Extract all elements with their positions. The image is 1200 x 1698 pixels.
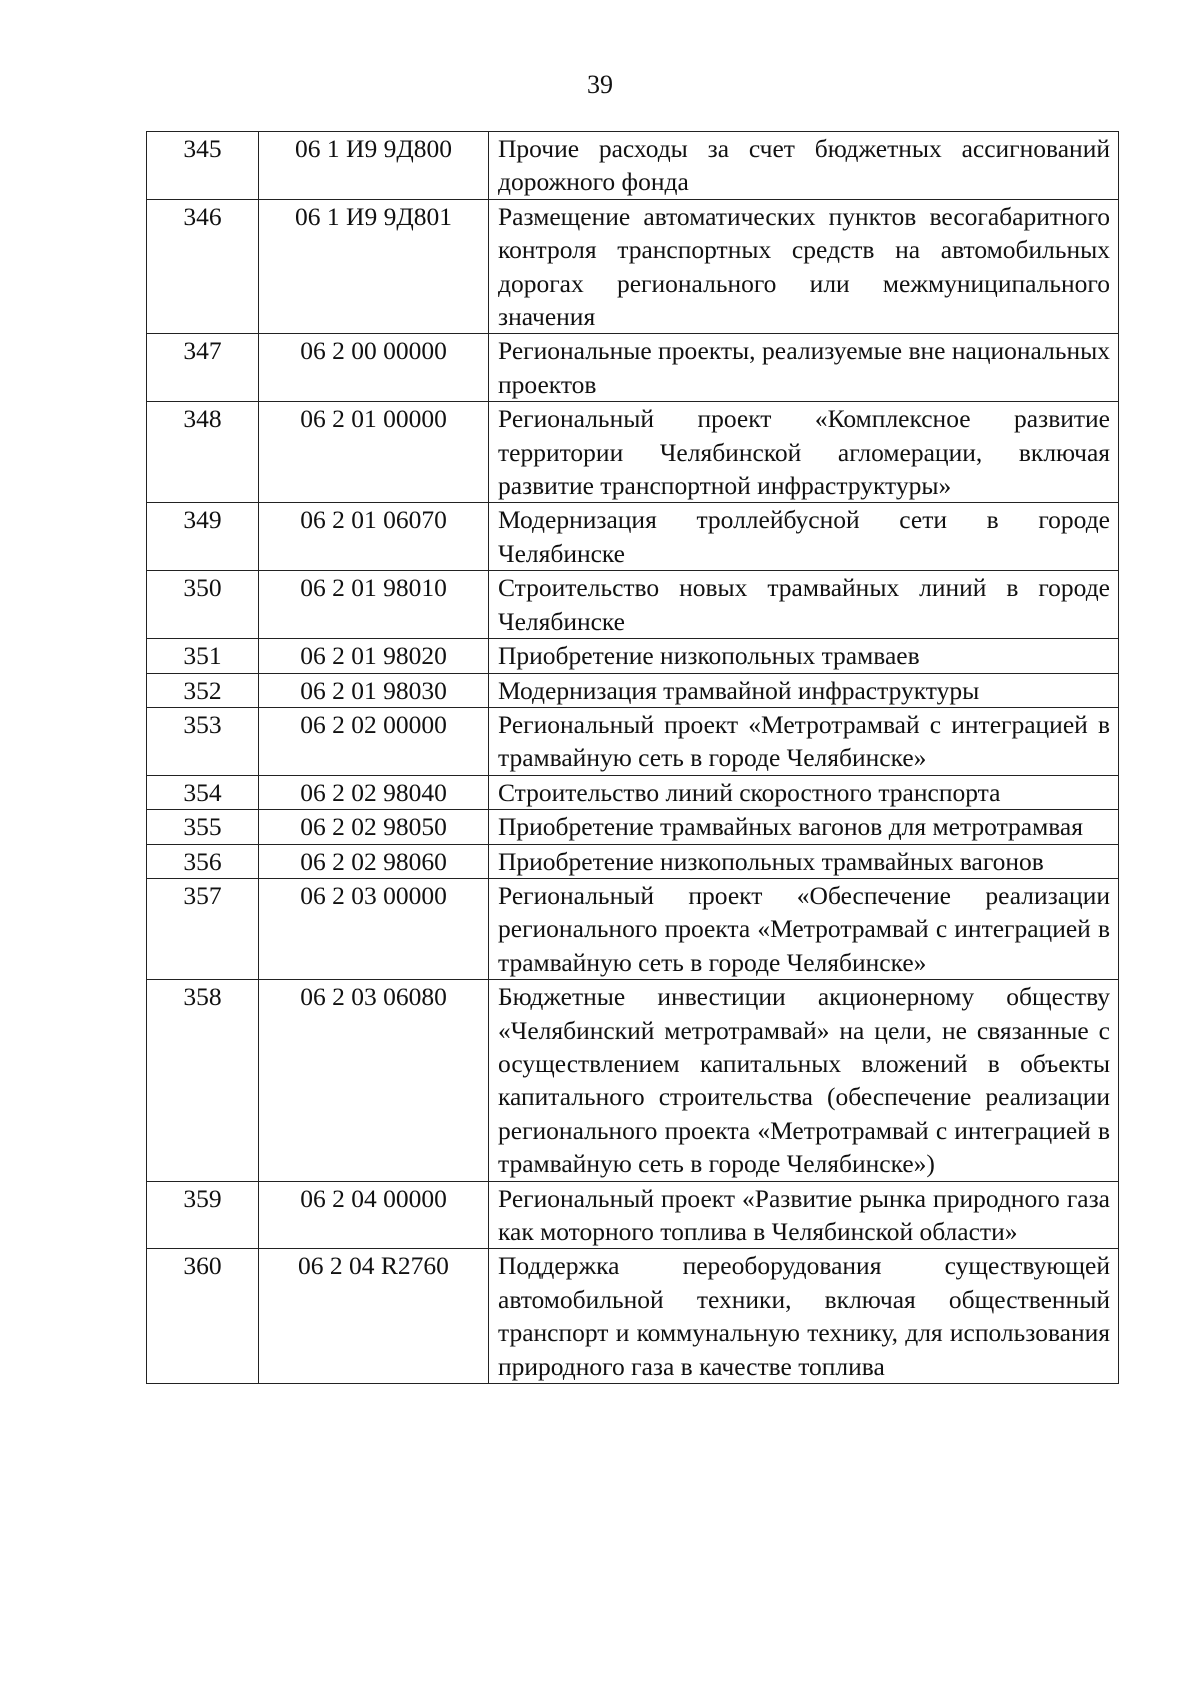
budget-code: 06 2 02 00000 xyxy=(259,707,489,775)
budget-code: 06 2 01 98030 xyxy=(259,673,489,707)
table-row xyxy=(147,775,1119,809)
table-row xyxy=(147,1181,1119,1249)
budget-code: 06 2 02 98040 xyxy=(259,775,489,809)
budget-code: 06 2 02 98050 xyxy=(259,810,489,844)
table-row xyxy=(147,810,1119,844)
table-row xyxy=(147,844,1119,878)
table-row xyxy=(147,1249,1119,1384)
table-row xyxy=(147,878,1119,979)
expense-description: Размещение автоматических пунктов весогабаритного контроля транспортных средств на автомобильных дорогах регионального или межмуниципального значения xyxy=(489,199,1119,334)
row-number: 356 xyxy=(147,844,259,878)
expense-description: Модернизация трамвайной инфраструктуры xyxy=(489,673,1119,707)
budget-code: 06 2 01 98010 xyxy=(259,571,489,639)
budget-code: 06 2 04 R2760 xyxy=(259,1249,489,1384)
table-row xyxy=(147,334,1119,402)
row-number: 349 xyxy=(147,503,259,571)
table-row xyxy=(147,199,1119,334)
row-number: 345 xyxy=(147,132,259,200)
row-number: 357 xyxy=(147,878,259,979)
table-row xyxy=(147,639,1119,673)
expense-description: Региональный проект «Обеспечение реализации регионального проекта «Метротрамвай с интеграцией в трамвайную сеть в городе Челябинске» xyxy=(489,878,1119,979)
expense-description: Региональный проект «Комплексное развитие территории Челябинской агломерации, включая развитие транспортной инфраструктуры» xyxy=(489,402,1119,503)
row-number: 353 xyxy=(147,707,259,775)
budget-code: 06 2 01 00000 xyxy=(259,402,489,503)
row-number: 347 xyxy=(147,334,259,402)
budget-code: 06 2 02 98060 xyxy=(259,844,489,878)
table-row xyxy=(147,402,1119,503)
expense-description: Модернизация троллейбусной сети в городе Челябинске xyxy=(489,503,1119,571)
row-number: 348 xyxy=(147,402,259,503)
expense-description: Региональный проект «Развитие рынка природного газа как моторного топлива в Челябинской области» xyxy=(489,1181,1119,1249)
row-number: 358 xyxy=(147,980,259,1181)
budget-code: 06 2 01 06070 xyxy=(259,503,489,571)
expense-description: Поддержка переоборудования существующей автомобильной техники, включая общественный транспорт и коммунальную технику, для использования природного газа в качестве топлива xyxy=(489,1249,1119,1384)
budget-code: 06 2 01 98020 xyxy=(259,639,489,673)
table-row xyxy=(147,132,1119,200)
budget-code-table xyxy=(146,131,1119,1384)
page-number: 39 xyxy=(587,70,613,99)
row-number: 355 xyxy=(147,810,259,844)
row-number: 360 xyxy=(147,1249,259,1384)
table-row xyxy=(147,571,1119,639)
row-number: 359 xyxy=(147,1181,259,1249)
table-row xyxy=(147,707,1119,775)
expense-description: Региональный проект «Метротрамвай с интеграцией в трамвайную сеть в городе Челябинске» xyxy=(489,707,1119,775)
budget-code: 06 2 04 00000 xyxy=(259,1181,489,1249)
expense-description: Приобретение низкопольных трамваев xyxy=(489,639,1119,673)
budget-code: 06 2 00 00000 xyxy=(259,334,489,402)
expense-description: Строительство новых трамвайных линий в городе Челябинске xyxy=(489,571,1119,639)
table-row xyxy=(147,673,1119,707)
row-number: 354 xyxy=(147,775,259,809)
table-row xyxy=(147,980,1119,1181)
budget-code: 06 2 03 06080 xyxy=(259,980,489,1181)
expense-description: Бюджетные инвестиции акционерному обществу «Челябинский метротрамвай» на цели, не связанные с осуществлением капитальных вложений в объекты капитального строительства (обеспечение реализации регионального проекта «Метротрамвай с интеграцией в трамвайную сеть в городе Челябинске») xyxy=(489,980,1119,1181)
expense-description: Приобретение трамвайных вагонов для метротрамвая xyxy=(489,810,1119,844)
table-body xyxy=(147,132,1119,1384)
budget-code: 06 1 И9 9Д800 xyxy=(259,132,489,200)
budget-code: 06 2 03 00000 xyxy=(259,878,489,979)
table-row xyxy=(147,503,1119,571)
row-number: 346 xyxy=(147,199,259,334)
row-number: 351 xyxy=(147,639,259,673)
expense-description: Приобретение низкопольных трамвайных вагонов xyxy=(489,844,1119,878)
expense-description: Прочие расходы за счет бюджетных ассигнований дорожного фонда xyxy=(489,132,1119,200)
row-number: 350 xyxy=(147,571,259,639)
expense-description: Строительство линий скоростного транспорта xyxy=(489,775,1119,809)
budget-code: 06 1 И9 9Д801 xyxy=(259,199,489,334)
expense-description: Региональные проекты, реализуемые вне национальных проектов xyxy=(489,334,1119,402)
row-number: 352 xyxy=(147,673,259,707)
